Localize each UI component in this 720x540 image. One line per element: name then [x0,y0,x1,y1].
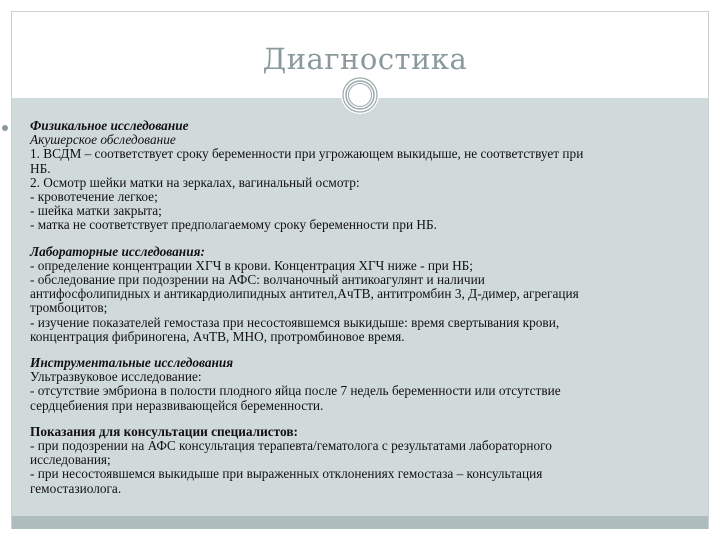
body-text [30,119,720,496]
text-line: антифосфолипидных и антикардиолипидных антител,АчТВ, антитромбин 3, Д-димер, агрегация [30,286,579,302]
text-line: НБ. [30,160,51,176]
section-heading: Физикальное исследование [30,118,189,133]
slide-title: Диагностика [262,42,468,76]
text-line: - при подозрении на АФС консультация терапевта/гематолога с результатами лабораторного [30,438,552,454]
section-4 [30,425,720,496]
bottom-strip [12,516,708,529]
section-heading: Лабораторные исследования: [30,243,205,259]
text-line: - обследование при подозрении на АФС: волчаночный антикоагулянт и наличии [30,272,485,288]
text-line: - кровотечение легкое; [30,189,158,205]
text-line: гемостазиолога. [30,480,122,496]
section-2 [30,245,720,344]
section-heading: Показания для консультации специалистов: [30,423,298,439]
text-line: Акушерское обследование [30,132,176,148]
section-heading: Инструментальные исследования [30,355,234,371]
text-line: Ультразвуковое исследование: [30,369,202,385]
text-line: сердцебиения при неразвивающейся беременности. [30,397,324,413]
text-line: концентрация фибриногена, АчТВ, МНО, протромбиновое время. [30,328,405,344]
section-3 [30,356,720,413]
text-line: исследования; [30,452,111,468]
section-1 [30,119,720,233]
circle-ornament-icon [341,76,379,114]
text-line: - при несостоявшемся выкидыше при выраженных отклонениях гемостаза – консультация [30,466,543,482]
text-line: - матка не соответствует предполагаемому сроку беременности при НБ. [30,217,437,233]
text-line: - отсутствие эмбриона в полости плодного яйца после 7 недель беременности или отсутствие [30,383,561,399]
text-line: 1. ВСДМ – соответствует сроку беременности при угрожающем выкидыше, не соответствует при [30,146,584,162]
text-line: 2. Осмотр шейки матки на зеркалах, вагинальный осмотр: [30,174,360,190]
text-line: - изучение показателей гемостаза при несостоявшемся выкидыше: время свертывания крови, [30,314,560,330]
text-line: - шейка матки закрыта; [30,203,162,219]
section-gap [30,233,720,245]
text-line: тромбоцитов; [30,300,108,316]
bullet-dot [2,125,8,131]
text-line: - определение концентрации ХГЧ в крови. Концентрация ХГЧ ниже - при НБ; [30,257,474,273]
